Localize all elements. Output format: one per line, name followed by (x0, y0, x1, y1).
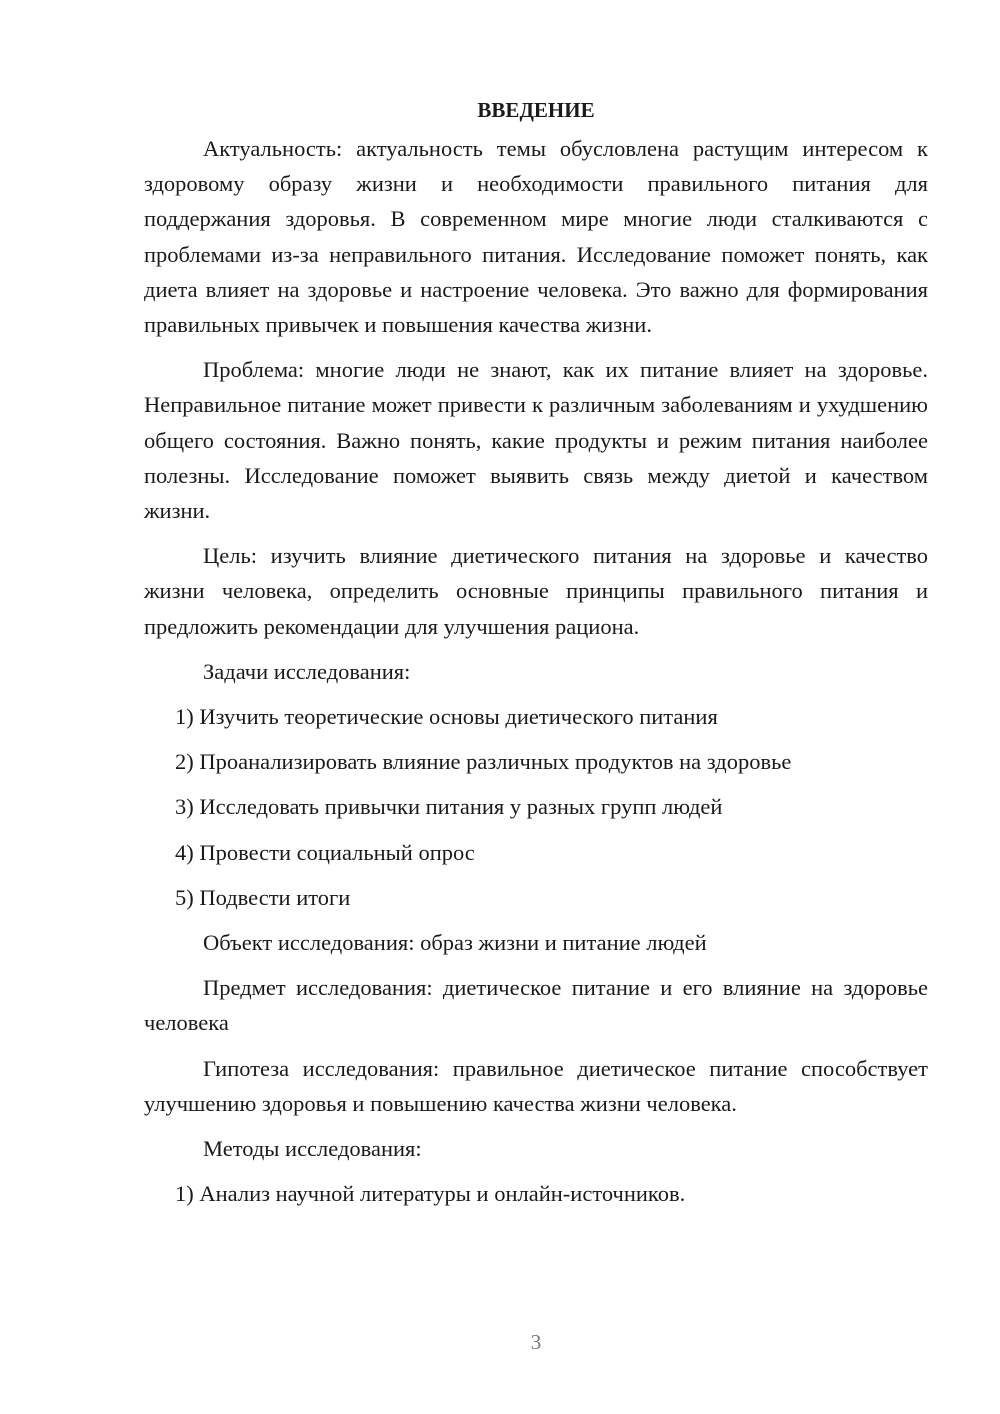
list-item-method-1: 1) Анализ научной литературы и онлайн-источников. (175, 1181, 686, 1207)
paragraph-object: Объект исследования: образ жизни и питание людей (203, 930, 707, 956)
list-item-task-1: 1) Изучить теоретические основы диетического питания (175, 704, 718, 730)
list-item-task-5: 5) Подвести итоги (175, 884, 351, 910)
page-title: ВВЕДЕНИЕ (477, 98, 595, 122)
paragraph-relevance: Актуальность: актуальность темы обусловлена растущим интересом к здоровому образу жизни и необходимости правильного питания для поддержания здоровья. В современном мире многие люди сталкиваются с проблемами из-за неправильного питания. Исследование поможет понять, как диета влияет на здоровье и настроение человека. Это важно для формирования правильных привычек и повышения качества жизни. (144, 136, 928, 338)
list-item-task-3: 3) Исследовать привычки питания у разных групп людей (175, 794, 723, 820)
page-number: 3 (530, 1330, 542, 1354)
methods-heading: Методы исследования: (203, 1136, 422, 1162)
list-item-task-4: 4) Провести социальный опрос (175, 839, 475, 865)
page-content (144, 92, 928, 1221)
paragraph-subject: Предмет исследования: диетическое питание и его влияние на здоровье человека (144, 975, 928, 1036)
paragraph-hypothesis: Гипотеза исследования: правильное диетическое питание способствует улучшению здоровья и повышению качества жизни человека. (144, 1055, 928, 1116)
paragraph-goal: Цель: изучить влияние диетического питания на здоровье и качество жизни человека, определить основные принципы правильного питания и предложить рекомендации для улучшения рациона. (144, 543, 928, 639)
list-item-task-2: 2) Проанализировать влияние различных продуктов на здоровье (175, 749, 792, 775)
tasks-heading: Задачи исследования: (203, 658, 411, 684)
paragraph-problem: Проблема: многие люди не знают, как их питание влияет на здоровье. Неправильное питание может привести к различным заболеваниям и ухудшению общего состояния. Важно понять, какие продукты и режим питания наиболее полезны. Исследование поможет выявить связь между диетой и качеством жизни. (144, 357, 928, 524)
